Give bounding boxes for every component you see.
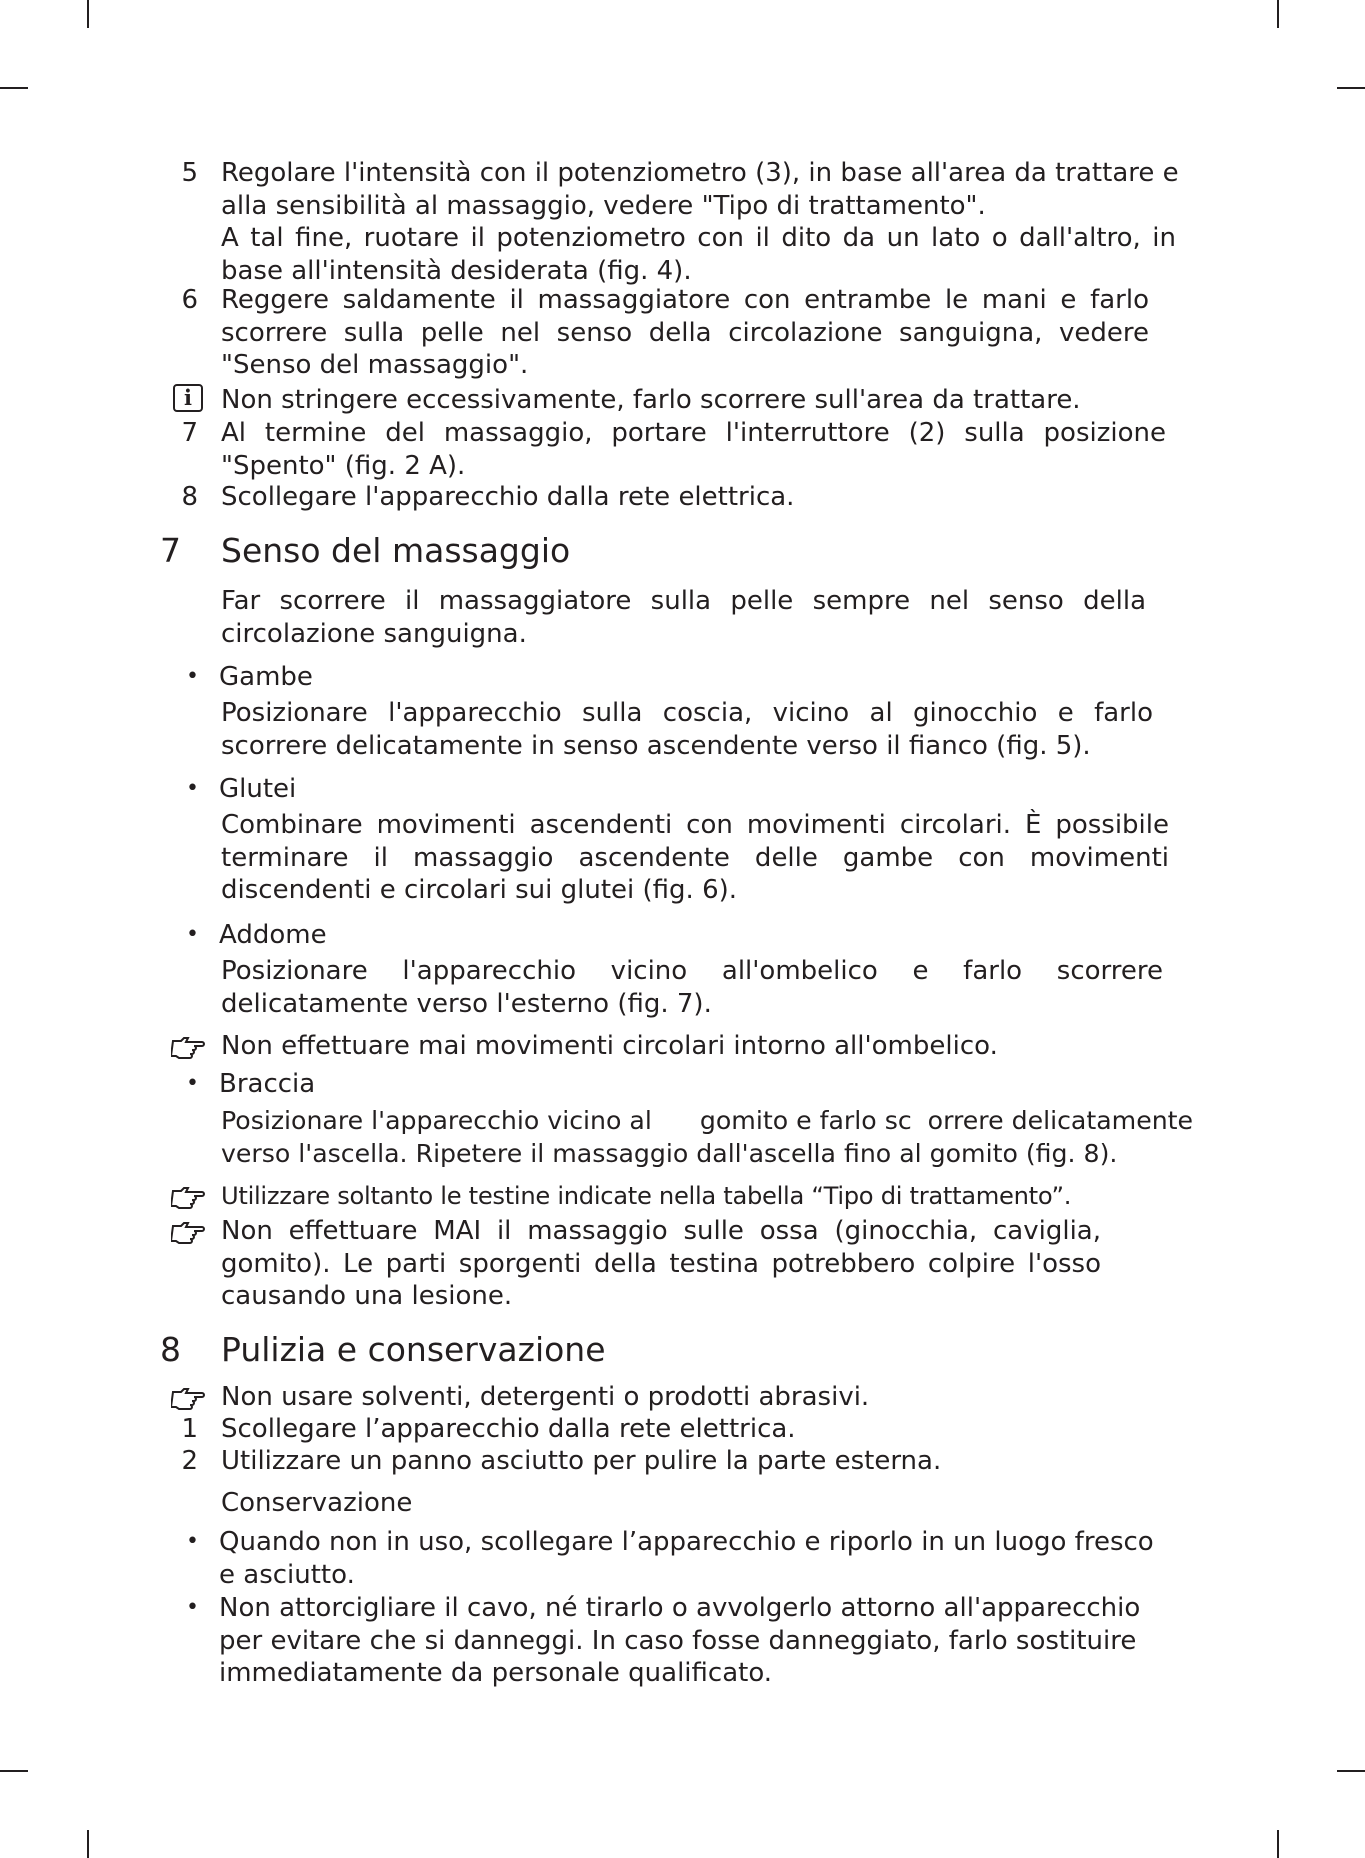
info-icon: i — [173, 384, 203, 412]
bullet-text: Quando non in uso, scollegare l’apparecchio e riporlo in un luogo fresco e asciutto. — [219, 1527, 1154, 1590]
item-label: Glutei — [219, 774, 297, 804]
item-text: Combinare movimenti ascendenti con movimenti circolari. È possibile terminare il massaggio ascendente delle gambe con movimenti discendenti e circolari sui glutei (fig. 6). — [221, 810, 1169, 906]
section-number: 7 — [160, 531, 181, 570]
section-number: 8 — [160, 1330, 181, 1369]
step-number: 8 — [181, 482, 198, 512]
note-text: Non effettuare mai movimenti circolari intorno all'ombelico. — [221, 1031, 998, 1061]
pointing-hand-icon — [171, 1384, 207, 1410]
note-text: Utilizzare soltanto le testine indicate nella tabella “Tipo di trattamento”. — [221, 1182, 1072, 1210]
item-text: Posizionare l'apparecchio sulla coscia, vicino al ginocchio e farlo scorrere delicatamente in senso ascendente verso il fianco (fig. 5). — [221, 698, 1153, 761]
step-number: 5 — [181, 158, 198, 188]
pointing-hand-icon — [171, 1033, 207, 1059]
bullet: • — [186, 1595, 199, 1620]
subheading: Conservazione — [221, 1488, 413, 1518]
step-text: Scollegare l’apparecchio dalla rete elettrica. — [221, 1414, 796, 1444]
step-number: 1 — [181, 1414, 198, 1444]
step-text: A tal fine, ruotare il potenziometro con il dito da un lato o dall'altro, in base all'intensità desiderata (fig. 4). — [221, 223, 1176, 286]
item-label: Addome — [219, 920, 327, 950]
bullet-text: Non attorcigliare il cavo, né tirarlo o avvolgerlo attorno all'apparecchio per evitare che si danneggi. In caso fosse danneggiato, farlo sostituire immediatamente da personale qualificato. — [219, 1593, 1141, 1689]
step-text: Reggere saldamente il massaggiatore con entrambe le mani e farlo scorrere sulla pelle nel senso della circolazione sanguigna, vedere "Senso del massaggio". — [221, 285, 1149, 381]
step-number: 2 — [181, 1446, 198, 1476]
pointing-hand-icon — [171, 1183, 207, 1209]
item-label: Gambe — [219, 662, 313, 692]
item-text: Posizionare l'apparecchio vicino all'ombelico e farlo scorrere delicatamente verso l'esterno (fig. 7). — [221, 956, 1163, 1019]
bullet: • — [186, 922, 199, 947]
section-title: Senso del massaggio — [221, 531, 571, 570]
pointing-hand-icon — [171, 1218, 207, 1244]
bullet: • — [186, 776, 199, 801]
bullet: • — [186, 1529, 199, 1554]
item-label: Braccia — [219, 1069, 316, 1099]
step-number: 6 — [181, 285, 198, 315]
info-note-text: Non stringere eccessivamente, farlo scorrere sull'area da trattare. — [221, 385, 1081, 415]
step-text: Scollegare l'apparecchio dalla rete elettrica. — [221, 482, 795, 512]
note-text: Non usare solventi, detergenti o prodotti abrasivi. — [221, 1382, 870, 1412]
bullet: • — [186, 664, 199, 689]
step-text: Al termine del massaggio, portare l'interruttore (2) sulla posizione "Spento" (fig. 2 A). — [221, 418, 1166, 481]
step-text: Regolare l'intensità con il potenziometro (3), in base all'area da trattare e alla sensibilità al massaggio, vedere "Tipo di trattamento". — [221, 158, 1179, 221]
step-text: Utilizzare un panno asciutto per pulire la parte esterna. — [221, 1446, 942, 1476]
bullet: • — [186, 1071, 199, 1096]
section-intro: Far scorrere il massaggiatore sulla pelle sempre nel senso della circolazione sanguigna. — [221, 586, 1146, 649]
item-text: Posizionare l'apparecchio vicino al gomito e farlo sc orrere delicatamente verso l'ascella. Ripetere il massaggio dall'ascella fino al gomito (fig. 8). — [221, 1106, 1202, 1168]
step-number: 7 — [181, 418, 198, 448]
note-text: Non effettuare MAI il massaggio sulle ossa (ginocchia, caviglia, gomito). Le parti sporgenti della testina potrebbero colpire l'osso causando una lesione. — [221, 1216, 1101, 1312]
section-title: Pulizia e conservazione — [221, 1330, 606, 1369]
